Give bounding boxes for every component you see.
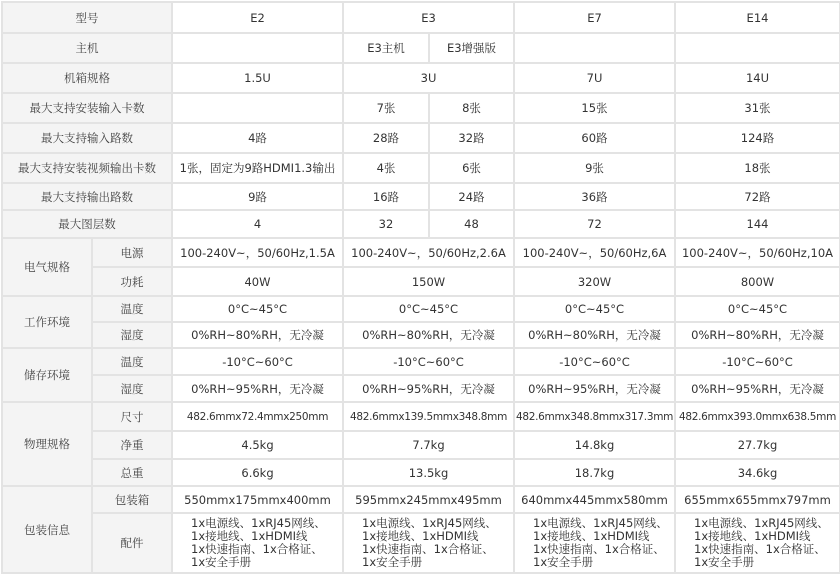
spec-cell: 24路: [429, 183, 514, 210]
spec-cell: 100-240V~，50/60Hz,6A: [514, 238, 675, 267]
row-label: 机箱规格: [2, 63, 172, 93]
table-row: [2, 210, 840, 238]
spec-cell: 31张: [675, 93, 840, 123]
model-header: E3: [343, 2, 514, 33]
row-label: 储存环境: [2, 348, 92, 402]
table-row: [2, 238, 840, 267]
row-label: 最大支持安装视频输出卡数: [2, 153, 172, 183]
spec-cell: E3主机: [343, 33, 429, 63]
spec-table: [1, 1, 840, 574]
spec-cell: 0%RH~95%RH，无冷凝: [172, 375, 343, 402]
row-label: 电气规格: [2, 238, 92, 296]
table-row: [2, 296, 840, 322]
table-row: [2, 431, 840, 459]
spec-cell: 1x电源线、1xRJ45网线、 1x接地线、1xHDMI线 1x快速指南、1x合格证、 1x安全手册: [343, 513, 514, 573]
spec-cell: 15张: [514, 93, 675, 123]
spec-cell: 482.6mmx139.5mmx348.8mm: [343, 402, 514, 431]
spec-cell: 0%RH~95%RH，无冷凝: [675, 375, 840, 402]
spec-cell: 0°C~45°C: [514, 296, 675, 322]
row-label: 物理规格: [2, 402, 92, 486]
spec-cell: 4: [172, 210, 343, 238]
table-row: [2, 93, 840, 123]
spec-cell: -10°C~60°C: [172, 348, 343, 375]
spec-cell: 100-240V~，50/60Hz,2.6A: [343, 238, 514, 267]
row-label: 功耗: [92, 267, 172, 296]
spec-cell: 144: [675, 210, 840, 238]
spec-cell: 40W: [172, 267, 343, 296]
spec-cell: 18.7kg: [514, 459, 675, 486]
spec-cell: 0%RH~80%RH，无冷凝: [343, 322, 514, 348]
table-row: [2, 33, 840, 63]
spec-cell: 482.6mmx72.4mmx250mm: [172, 402, 343, 431]
spec-cell: 3U: [343, 63, 514, 93]
spec-cell: 7张: [343, 93, 429, 123]
spec-cell: 100-240V~，50/60Hz,10A: [675, 238, 840, 267]
row-label: 最大支持输出路数: [2, 183, 172, 210]
spec-cell: 48: [429, 210, 514, 238]
table-row: [2, 402, 840, 431]
row-label: 包装箱: [92, 486, 172, 513]
spec-cell: 655mmx655mmx797mm: [675, 486, 840, 513]
spec-cell: 6.6kg: [172, 459, 343, 486]
table-row: [2, 63, 840, 93]
spec-cell: 100-240V~，50/60Hz,1.5A: [172, 238, 343, 267]
spec-cell: 640mmx445mmx580mm: [514, 486, 675, 513]
spec-cell: 0%RH~95%RH，无冷凝: [514, 375, 675, 402]
spec-cell: -10°C~60°C: [343, 348, 514, 375]
header-row: [2, 2, 840, 33]
row-label: 湿度: [92, 375, 172, 402]
spec-cell: 0%RH~80%RH，无冷凝: [172, 322, 343, 348]
spec-cell: 72路: [675, 183, 840, 210]
spec-cell: 150W: [343, 267, 514, 296]
spec-cell: 8张: [429, 93, 514, 123]
row-label: 工作环境: [2, 296, 92, 348]
spec-cell: [675, 33, 840, 63]
spec-cell: 320W: [514, 267, 675, 296]
table-row: [2, 375, 840, 402]
spec-cell: 0%RH~95%RH，无冷凝: [343, 375, 514, 402]
spec-cell: 72: [514, 210, 675, 238]
spec-cell: -10°C~60°C: [514, 348, 675, 375]
model-header: E7: [514, 2, 675, 33]
spec-cell: 27.7kg: [675, 431, 840, 459]
table-row: [2, 153, 840, 183]
row-label: 型号: [2, 2, 172, 33]
spec-cell: 0°C~45°C: [675, 296, 840, 322]
table-row: [2, 486, 840, 513]
row-label: 湿度: [92, 322, 172, 348]
spec-cell: 1x电源线、1xRJ45网线、 1x接地线、1xHDMI线 1x快速指南、1x合格证、 1x安全手册: [675, 513, 840, 573]
spec-cell: 6张: [429, 153, 514, 183]
spec-cell: [172, 33, 343, 63]
row-label: 配件: [92, 513, 172, 573]
table-row: [2, 322, 840, 348]
spec-cell: -10°C~60°C: [675, 348, 840, 375]
model-header: E14: [675, 2, 840, 33]
spec-cell: 14U: [675, 63, 840, 93]
row-label: 温度: [92, 296, 172, 322]
spec-cell: 9张: [514, 153, 675, 183]
spec-cell: 28路: [343, 123, 429, 153]
table-row: [2, 459, 840, 486]
row-label: 尺寸: [92, 402, 172, 431]
row-label: 主机: [2, 33, 172, 63]
spec-cell: 1.5U: [172, 63, 343, 93]
spec-cell: 32路: [429, 123, 514, 153]
spec-cell: 60路: [514, 123, 675, 153]
spec-cell: 4张: [343, 153, 429, 183]
spec-cell: 9路: [172, 183, 343, 210]
spec-cell: 0°C~45°C: [172, 296, 343, 322]
spec-cell: 0°C~45°C: [343, 296, 514, 322]
spec-cell: 4.5kg: [172, 431, 343, 459]
spec-cell: [172, 93, 343, 123]
row-label: 最大支持安装输入卡数: [2, 93, 172, 123]
spec-cell: 0%RH~80%RH，无冷凝: [675, 322, 840, 348]
spec-cell: 124路: [675, 123, 840, 153]
spec-cell: 482.6mmx348.8mmx317.3mm: [514, 402, 675, 431]
spec-cell: 34.6kg: [675, 459, 840, 486]
spec-cell: 7U: [514, 63, 675, 93]
row-label: 电源: [92, 238, 172, 267]
spec-cell: 595mmx245mmx495mm: [343, 486, 514, 513]
table-row: [2, 513, 840, 573]
table-row: [2, 348, 840, 375]
spec-cell: 18张: [675, 153, 840, 183]
spec-cell: 13.5kg: [343, 459, 514, 486]
spec-cell: 14.8kg: [514, 431, 675, 459]
spec-cell: 7.7kg: [343, 431, 514, 459]
spec-cell: 16路: [343, 183, 429, 210]
row-label: 总重: [92, 459, 172, 486]
row-label: 最大图层数: [2, 210, 172, 238]
spec-cell: 36路: [514, 183, 675, 210]
spec-cell: 1张，固定为9路HDMI1.3输出: [172, 153, 343, 183]
spec-cell: E3增强版: [429, 33, 514, 63]
spec-cell: 0%RH~80%RH，无冷凝: [514, 322, 675, 348]
row-label: 净重: [92, 431, 172, 459]
spec-cell: 800W: [675, 267, 840, 296]
spec-cell: 482.6mmx393.0mmx638.5mm: [675, 402, 840, 431]
table-row: [2, 267, 840, 296]
spec-cell: 32: [343, 210, 429, 238]
spec-table-body: [2, 2, 840, 573]
row-label: 最大支持输入路数: [2, 123, 172, 153]
spec-cell: 4路: [172, 123, 343, 153]
table-row: [2, 183, 840, 210]
model-header: E2: [172, 2, 343, 33]
row-label: 包装信息: [2, 486, 92, 573]
table-row: [2, 123, 840, 153]
spec-cell: 550mmx175mmx400mm: [172, 486, 343, 513]
spec-cell: [514, 33, 675, 63]
row-label: 温度: [92, 348, 172, 375]
spec-cell: 1x电源线、1xRJ45网线、 1x接地线、1xHDMI线 1x快速指南、1x合格证、 1x安全手册: [514, 513, 675, 573]
spec-cell: 1x电源线、1xRJ45网线、 1x接地线、1xHDMI线 1x快速指南、1x合格证、 1x安全手册: [172, 513, 343, 573]
